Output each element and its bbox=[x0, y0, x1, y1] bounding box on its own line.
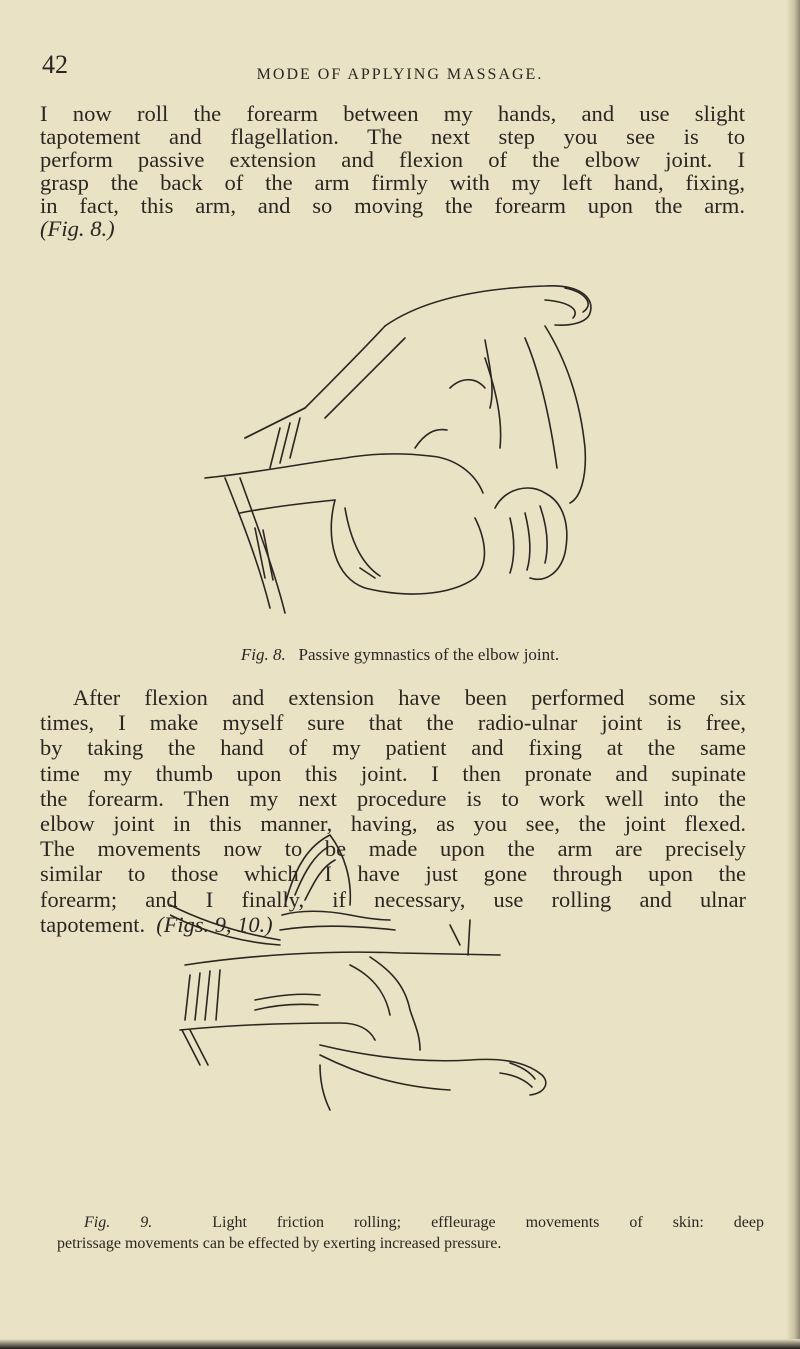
text-line: in fact, this arm, and so moving the forearm upon the arm. bbox=[40, 193, 745, 218]
figure-9-caption bbox=[57, 1212, 765, 1254]
text-line-prefix: tapotement. bbox=[40, 911, 146, 937]
page-edge bbox=[786, 0, 800, 1349]
figure-9-caption-line-2: petrissage movements can be effected by exerting increased pressure. bbox=[57, 1235, 502, 1252]
figure-reference: (Fig. 8.) bbox=[40, 216, 115, 241]
fig8-upper-hand bbox=[385, 286, 591, 326]
figure-8-caption bbox=[0, 645, 800, 665]
page-bottom-edge bbox=[0, 1339, 800, 1349]
page-number: 42 bbox=[42, 50, 68, 79]
text-line: time my thumb upon this joint. I then pronate and supinate bbox=[40, 760, 746, 786]
text-line: similar to those which I have just gone through upon the bbox=[40, 861, 746, 887]
text-line: forearm; and I finally, if necessary, use rolling and ulnar bbox=[40, 886, 746, 912]
figure-9-label: Fig. 9. bbox=[84, 1214, 153, 1231]
figure-9-caption-line-1 bbox=[84, 1212, 764, 1233]
text-line: perform passive extension and flexion of the elbow joint. I bbox=[40, 147, 745, 172]
figure-9-caption-text-1: Light friction rolling; effleurage movements of skin: deep bbox=[212, 1214, 765, 1231]
figure-9-illustration bbox=[170, 825, 610, 1200]
text-line: elbow joint in this manner, having, as you see, the joint flexed. bbox=[40, 811, 746, 837]
paragraph-1 bbox=[40, 102, 745, 240]
fig9-arm bbox=[185, 952, 500, 965]
text-line: The movements now to be made upon the arm are precisely bbox=[40, 836, 746, 862]
text-line: by taking the hand of my patient and fixing at the same bbox=[40, 735, 746, 761]
figure-reference: (Figs. 9, 10.) bbox=[156, 911, 273, 937]
figure-8-illustration bbox=[185, 278, 630, 623]
text-line: the forearm. Then my next procedure is to work well into the bbox=[40, 785, 746, 811]
text-line: I now roll the forearm between my hands, and use slight bbox=[40, 101, 745, 126]
text-line: grasp the back of the arm firmly with my left hand, fixing, bbox=[40, 170, 745, 195]
text-line: After flexion and extension have been performed some six bbox=[73, 685, 746, 710]
figure-8-label: Fig. 8. bbox=[240, 645, 286, 664]
fig8-lower-hand bbox=[495, 488, 567, 579]
text-line: times, I make myself sure that the radio-ulnar joint is free, bbox=[40, 710, 746, 736]
figure-8-caption-text: Passive gymnastics of the elbow joint. bbox=[298, 645, 560, 664]
text-line: tapotement and flagellation. The next step you see is to bbox=[40, 124, 745, 149]
running-head: MODE OF APPLYING MASSAGE. bbox=[256, 66, 544, 83]
fig8-forearm bbox=[205, 454, 430, 478]
